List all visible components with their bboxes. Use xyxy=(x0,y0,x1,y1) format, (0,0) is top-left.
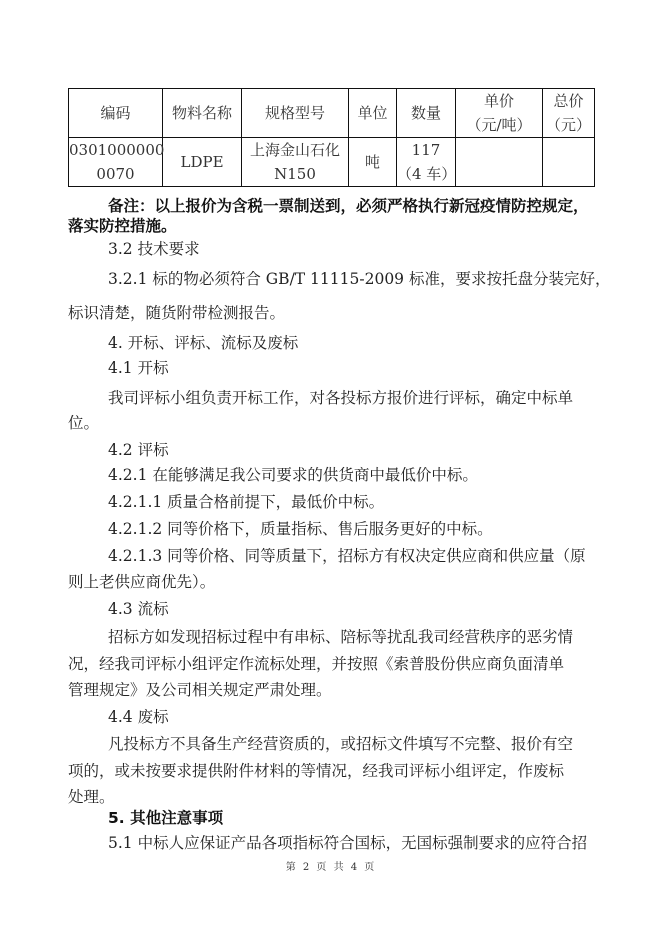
para-4-3-line3: 管理规定》及公司相关规定严肃处理。 xyxy=(68,681,332,699)
cell-code-line1: 0301000000 xyxy=(69,141,165,159)
heading-5: 5. 其他注意事项 xyxy=(108,809,224,827)
cell-quantity-line1: 117 xyxy=(411,141,441,159)
para-4-1-line1: 我司评标小组负责开标工作，对各投标方报价进行评标，确定中标单 xyxy=(108,389,574,407)
para-4-4-line3: 处理。 xyxy=(68,788,115,806)
cell-total-price xyxy=(543,138,595,187)
cell-spec-line2: N150 xyxy=(274,165,316,183)
cell-code-line2: 0070 xyxy=(96,165,135,183)
note-line-2: 落实防控措施。 xyxy=(68,217,177,235)
para-4-3-line2: 况，经我司评标小组评定作流标处理，并按照《索普股份供应商负面清单 xyxy=(68,655,565,673)
header-total-price-label: 总价 xyxy=(553,92,584,110)
header-unit-price xyxy=(456,89,543,138)
para-4-4-line2: 项的，或未按要求提供附件材料的等情况，经我司评标小组评定，作废标 xyxy=(68,762,565,780)
note-line-1: 备注：以上报价为含税一票制送到，必须严格执行新冠疫情防控规定， xyxy=(108,197,589,215)
cell-unit: 吨 xyxy=(349,138,397,187)
heading-4-2: 4.2 评标 xyxy=(108,441,169,459)
header-unit: 单位 xyxy=(349,89,397,138)
table-header-row xyxy=(69,89,595,138)
para-4-2-1: 4.2.1 在能够满足我公司要求的供货商中最低价中标。 xyxy=(108,466,478,484)
header-spec: 规格型号 xyxy=(242,89,349,138)
header-code: 编码 xyxy=(69,89,163,138)
cell-spec-line1: 上海金山石化 xyxy=(249,141,340,159)
para-4-3-line1: 招标方如发现招标过程中有串标、陪标等扰乱我司经营秩序的恶劣情 xyxy=(108,628,574,646)
cell-unit-price xyxy=(456,138,543,187)
table-row xyxy=(69,138,595,187)
para-4-2-1-3-line1: 4.2.1.3 同等价格、同等质量下，招标方有权决定供应商和供应量（原 xyxy=(108,547,586,565)
header-unit-price-sub: （元/吨） xyxy=(466,116,532,134)
cell-code xyxy=(69,138,163,187)
heading-4: 4. 开标、评标、流标及废标 xyxy=(108,334,299,352)
para-4-4-line1: 凡投标方不具备生产经营资质的，或招标文件填写不完整、报价有空 xyxy=(108,735,574,753)
heading-4-4: 4.4 废标 xyxy=(108,708,169,726)
para-3-2-1-line2: 标识清楚，随货附带检测报告。 xyxy=(68,304,286,322)
heading-4-3: 4.3 流标 xyxy=(108,600,169,618)
header-material-name: 物料名称 xyxy=(163,89,242,138)
cell-material-name: LDPE xyxy=(163,138,242,187)
header-total-price xyxy=(543,89,595,138)
quote-table xyxy=(68,88,595,187)
para-4-2-1-1: 4.2.1.1 质量合格前提下，最低价中标。 xyxy=(108,493,385,511)
heading-3-2: 3.2 技术要求 xyxy=(108,240,200,258)
header-quantity: 数量 xyxy=(397,89,456,138)
para-4-1-line2: 位。 xyxy=(68,414,100,432)
cell-spec xyxy=(242,138,349,187)
cell-quantity xyxy=(397,138,456,187)
cell-quantity-line2: （4 车） xyxy=(397,165,457,183)
heading-4-1: 4.1 开标 xyxy=(108,359,169,377)
para-5-1-line1: 5.1 中标人应保证产品各项指标符合国标，无国标强制要求的应符合招 xyxy=(108,834,588,852)
header-total-price-sub: （元） xyxy=(545,116,591,134)
header-unit-price-label: 单价 xyxy=(483,92,514,110)
para-4-2-1-2: 4.2.1.2 同等价格下，质量指标、售后服务更好的中标。 xyxy=(108,520,493,538)
para-3-2-1-line1: 3.2.1 标的物必须符合 GB/T 11115-2009 标准，要求按托盘分装完好， xyxy=(108,270,611,288)
para-4-2-1-3-line2: 则上老供应商优先）。 xyxy=(68,573,216,591)
page-footer: 第 2 页 共 4 页 xyxy=(285,862,377,873)
